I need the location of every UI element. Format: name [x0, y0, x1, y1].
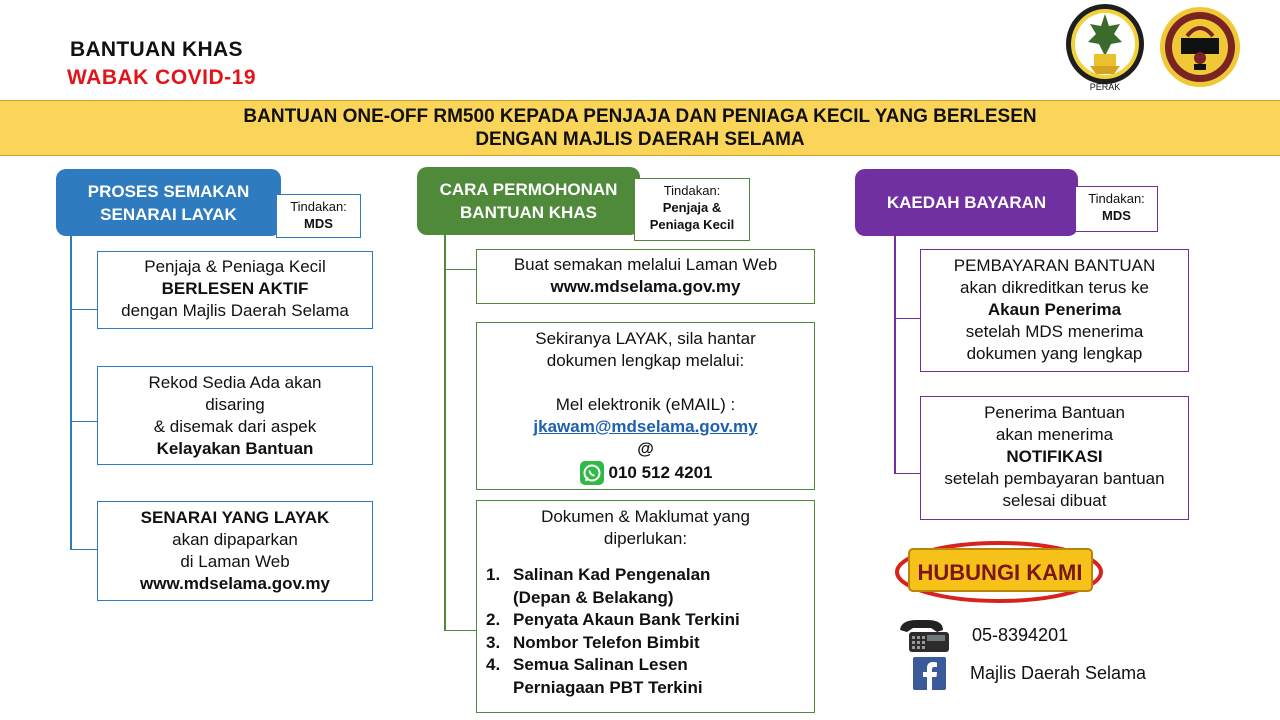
semakan-title-line2: SENARAI LAYAK [100, 204, 237, 224]
list-number: 3. [486, 632, 501, 652]
email-link[interactable]: jkawam@mdselama.gov.my [533, 417, 758, 436]
permohonan-box-1 [476, 249, 815, 304]
facebook-page-name[interactable]: Majlis Daerah Selama [970, 663, 1147, 683]
connector-branch-blue-3 [70, 549, 98, 550]
whatsapp-icon [579, 460, 605, 486]
box-text: Penjaja & Peniaga Kecil [144, 257, 326, 276]
list-item [477, 632, 814, 655]
permohonan-box-2 [476, 322, 815, 490]
box-text: di Laman Web [180, 552, 290, 571]
tindakan-label: Tindakan: [290, 199, 347, 214]
box-text: dokumen yang lengkap [966, 344, 1143, 363]
list-item [477, 564, 814, 609]
box-text: Sekiranya LAYAK, sila hantar [535, 329, 756, 348]
tindakan-value-line2: Peniaga Kecil [649, 217, 735, 232]
bayaran-box-2 [920, 396, 1189, 520]
box-text: diperlukan: [603, 529, 688, 548]
header-subtitle: WABAK COVID-19 [67, 66, 257, 89]
box-text: Dokumen & Maklumat yang [541, 507, 750, 526]
box-text: selesai dibuat [1002, 491, 1107, 510]
tindakan-label: Tindakan: [663, 183, 721, 198]
column-header-semakan [56, 169, 281, 236]
box-text: disaring [205, 395, 265, 414]
telephone-icon [897, 616, 955, 654]
connector-vertical-purple [894, 236, 896, 474]
list-number: 1. [486, 565, 501, 584]
box-text-bold: Kelayakan Bantuan [156, 439, 314, 458]
box-text: setelah pembayaran bantuan [944, 469, 1165, 488]
mds-crest-icon [1159, 6, 1241, 88]
box-text-bold: Akaun Penerima [987, 300, 1122, 319]
column-header-permohonan [417, 167, 640, 235]
banner-line-1: BANTUAN ONE-OFF RM500 KEPADA PENJAJA DAN PENIAGA KECIL YANG BERLESEN [243, 106, 1037, 127]
semakan-box-3 [97, 501, 373, 601]
box-text: akan dikreditkan terus ke [960, 278, 1149, 297]
list-text: Perniagaan PBT Terkini [513, 677, 703, 697]
connector-branch-purple-1 [894, 318, 921, 319]
perak-crest-icon [1064, 2, 1146, 92]
list-number: 2. [486, 610, 501, 629]
box-text-bold: BERLESEN AKTIF [161, 279, 309, 298]
box-text: dokumen lengkap melalui: [546, 351, 745, 370]
list-text: Salinan Kad Pengenalan [513, 565, 711, 584]
tindakan-value: MDS [1102, 208, 1131, 223]
box-text: PEMBAYARAN BANTUAN [953, 256, 1156, 275]
permohonan-title-line2: BANTUAN KHAS [460, 203, 597, 222]
perak-logo-text: PERAK [1089, 82, 1121, 92]
connector-branch-green-1 [444, 269, 477, 270]
box-text-bold: www.mdselama.gov.my [140, 574, 330, 593]
semakan-title-line1: PROSES SEMAKAN [87, 181, 250, 201]
box-text: Rekod Sedia Ada akan [148, 373, 322, 392]
list-text: Semua Salinan Lesen [513, 655, 688, 674]
box-text: Buat semakan melalui Laman Web [513, 255, 778, 274]
list-item [477, 609, 814, 632]
document-list [477, 564, 814, 699]
box-text: setelah MDS menerima [965, 322, 1144, 341]
tindakan-value-line1: Penjaja & [662, 200, 722, 215]
title-banner [0, 100, 1280, 156]
box-text: akan dipaparkan [172, 530, 298, 549]
tindakan-bayaran [1075, 186, 1158, 232]
connector-branch-blue-1 [70, 309, 98, 310]
box-text-bold: NOTIFIKASI [1006, 447, 1103, 466]
connector-vertical-green [444, 235, 446, 631]
banner-line-2: DENGAN MAJLIS DAERAH SELAMA [475, 129, 805, 150]
tindakan-semakan [276, 194, 361, 238]
website-link[interactable]: www.mdselama.gov.my [550, 277, 741, 296]
connector-vertical-blue [70, 236, 72, 550]
facebook-icon[interactable] [913, 657, 946, 690]
column-header-bayaran [855, 169, 1078, 236]
permohonan-box-3 [476, 500, 815, 713]
box-text: Mel elektronik (eMAIL) : [555, 395, 736, 414]
box-text: & disemak dari aspek [153, 417, 317, 436]
bayaran-title: KAEDAH BAYARAN [886, 193, 1047, 212]
contact-phone-number[interactable]: 05-8394201 [972, 625, 1069, 645]
hubungi-kami-text: HUBUNGI KAMI [917, 560, 1083, 585]
connector-branch-blue-2 [70, 421, 98, 422]
tindakan-label: Tindakan: [1088, 191, 1145, 206]
list-text: (Depan & Belakang) [513, 587, 674, 607]
connector-branch-green-2 [444, 630, 477, 631]
tindakan-permohonan [634, 178, 750, 241]
bayaran-box-1 [920, 249, 1189, 372]
tindakan-value: MDS [304, 216, 333, 231]
box-text-bold: SENARAI YANG LAYAK [140, 508, 330, 527]
list-text: Penyata Akaun Bank Terkini [513, 610, 740, 629]
semakan-box-1 [97, 251, 373, 329]
list-number: 4. [486, 655, 501, 674]
list-item [477, 654, 814, 699]
list-text: Nombor Telefon Bimbit [513, 632, 700, 652]
box-text: akan menerima [995, 425, 1114, 444]
box-text: dengan Majlis Daerah Selama [121, 301, 349, 320]
header-title: BANTUAN KHAS [70, 38, 243, 61]
connector-branch-purple-2 [894, 473, 921, 474]
whatsapp-number[interactable]: 010 512 4201 [608, 463, 713, 482]
permohonan-title-line1: CARA PERMOHONAN [439, 180, 618, 199]
box-text: Penerima Bantuan [984, 403, 1125, 422]
semakan-box-2 [97, 366, 373, 465]
hubungi-kami-badge[interactable] [895, 538, 1109, 604]
at-symbol: @ [637, 439, 654, 458]
